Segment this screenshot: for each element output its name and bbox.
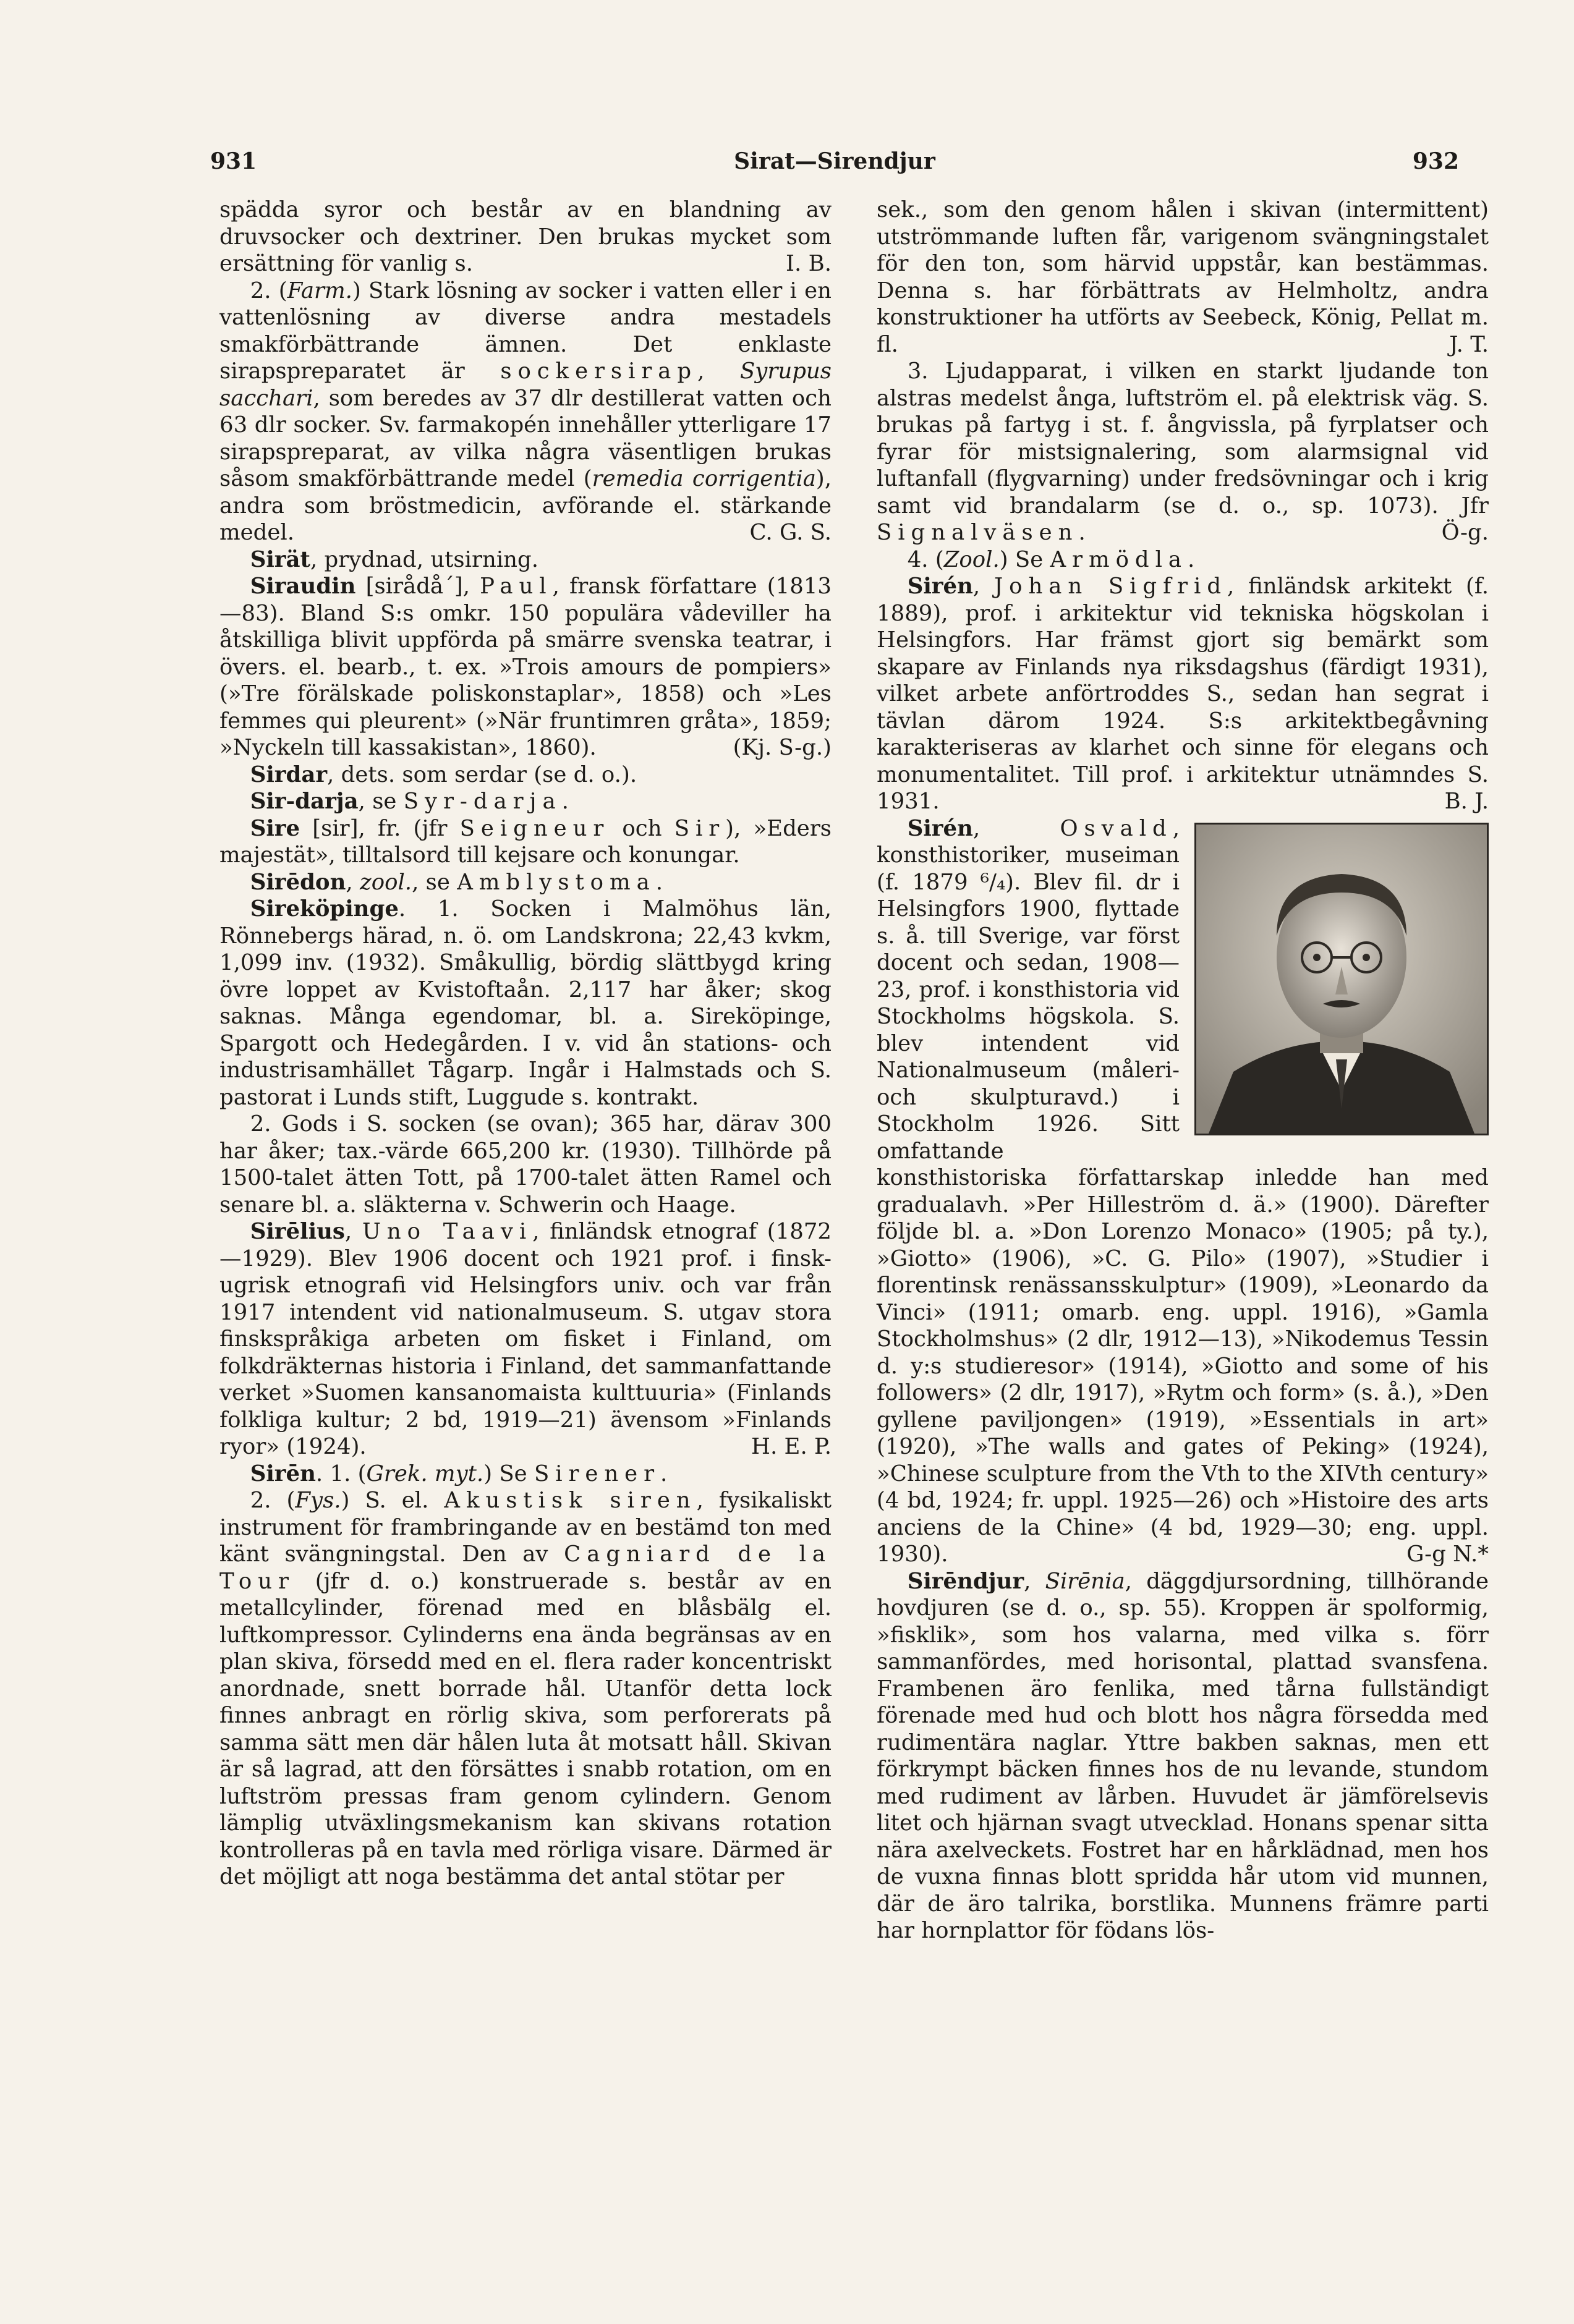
entry-siren-2-cont: sek., som den genom hålen i skivan (intermittent) utströmmande luften får, varigenom svängningstalet för den ton, som härvid uppstår, kan bestämmas. Denna s. har förbättrats av Helmholtz, andra konstruktioner ha utförts av Seebeck, König, Pellat m. fl. J. T. bbox=[877, 197, 1489, 357]
page-number-left: 931 bbox=[210, 148, 257, 174]
entry-sir-darja: Sir-darja, se Syr-darja. bbox=[250, 789, 569, 814]
entry-siren-2: 2. (Fys.) S. el. Akustisk siren, fysikaliskt instrument för frambringande av en bestämd ton med känt svängningstal. Den av Cagniard de la Tour (jfr d. o.) konstruerade s. består av en metallcylinder, förenad med en blåsbälg el. luftkompressor. Cylinderns ena ända begränsas av en plan skiva, försedd med en el. flera rader koncentriskt anordnade, snett borrade hål. Utanför detta lock finnes anbragt en rörlig skiva, som perforerats på samma sätt men där hålen luta åt motsatt håll. Skivan är så lagrad, att den försättes i snabb rotation, om en luftström pressas fram genom cylindern. Genom lämplig utväxlingsmekanism kan skivans rotation kontrolleras på en tavla med rörliga visare. Därmed är det möjligt att noga bestämma det antal stötar per bbox=[219, 1488, 832, 1889]
entry-siredon: Sirēdon, zool., se Amblystoma. bbox=[250, 869, 663, 895]
entry-siren-3: 3. Ljudapparat, i vilken en starkt ljudande ton alstras medelst ånga, luftström el. på elektrisk väg. S. brukas på fartyg i st. f. ångvissla, på fyrplatser och fyrar för mistsignalering, som alarmsignal vid luftanfall (flygvarning) under fredsövningar och i krig samt vid brandalarm (se d. o., sp. 1073). Jfr Signalväsen. Ö-g. bbox=[877, 358, 1489, 545]
entry-sirdar: Sirdar, dets. som serdar (se d. o.). bbox=[250, 761, 637, 787]
entry-siren-johan: Sirén, Johan Sigfrid, finländsk arkitekt (f. 1889), prof. i arkitektur vid tekniska högskolan i Helsingfors. Har främst gjort sig bemärkt som skapare av Finlands nya riksdagshus (färdigt 1931), vilket arbete anförtroddes S., sedan han segrat i tävlan därom 1924. S:s arkitektbegåvning karakteriseras av klarhet och sinne för elegans och monumentalitet. Till prof. i arkitektur utnämndes S. 1931. B. J. bbox=[877, 574, 1489, 814]
entry-sirelius: Sirēlius, Uno Taavi, finländsk etnograf (1872—1929). Blev 1906 docent och 1921 prof. i finsk-ugrisk etnografi vid Helsingfors univ. och var från 1917 intendent vid nationalmuseum. S. utgav stora finskspråkiga arbeten om fisket i Finland, om folkdräkternas historia i Finland, det sammanfattande verket »Suomen kansanomaista kulttuuria» (Finlands folkliga kultur; 2 bd, 1919—21) ävensom »Finlands ryor» (1924). H. E. P. bbox=[219, 1219, 832, 1459]
entry-sire: Sire [sir], fr. (jfr Seigneur och Sir), »Eders majestät», tilltalsord till kejsare och konungar. bbox=[219, 815, 832, 868]
portrait-illustration bbox=[1196, 825, 1487, 1134]
portrait-photo bbox=[1194, 823, 1489, 1135]
entry-siren-osvald: Sirén, Osvald, konsthistoriker, museiman (f. 1879 ⁶/₄). Blev fil. dr i Helsingfors 1900, flyttade s. å. till Sverige, var först docent och sedan, 1908—23, prof. i konsthistoria vid Stockholms högskola. S. blev intendent vid Nationalmuseum (måleri- och skulpturavd.) i Stockholm 1926. Sitt omfattande konsthistoriska författarskap inledde han med gradualavh. »Per Hilleström d. ä.» (1900). Därefter följde bl. a. »Don Lorenzo Monaco» (1905; på ty.), »Giotto» (1906), »C. G. Pilo» (1907), »Studier i florentinsk renässansskulptur» (1909), »Leonardo da Vinci» (1911; omarb. eng. uppl. 1916), »Gamla Stockholmshus» (2 dlr, 1912—13), »Nikodemus Tessin d. y:s studieresor» (1914), »Giotto and some of his followers» (2 dlr, 1917), »Rytm och form» (s. å.), »Den gyllene paviljongen» (1919), »Essentials in art» (1920), »The walls and gates of Peking» (1924), »Chinese sculpture from the Vth to the XIVth century» (4 bd, 1924; fr. uppl. 1925—26) och »Histoire des arts anciens de la Chine» (4 bd, 1929—30; eng. uppl. 1930). G-g N.* bbox=[877, 815, 1489, 1567]
entry-sirendjur: Sirēndjur, Sirēnia, däggdjursordning, tillhörande hovdjuren (se d. o., sp. 55). Kroppen är spolformig, »fisklik», som hos valarna, med vilka s. förr sammanfördes, med horisontal, plattad svansfena. Frambenen äro fenlika, med tårna fullständigt förenade med hud och blott hos några försedda med rudimentära naglar. Yttre bakben saknas, men ett förkrympt bäcken finnes hos de nu levande, stundom med rudiment av lårben. Huvudet är jämförelsevis litet och hjärnan svagt utvecklad. Honans spenar sitta nära axelveckets. Fostret har en hårklädnad, men hos de vuxna finnas blott spridda hår utom vid munnen, där de äro talrika, borstlika. Munnens främre parti har hornplattor för födans lös- bbox=[877, 1568, 1489, 1943]
entry-siraudin: Siraudin [sirådå´], Paul, fransk författare (1813—83). Bland S:s omkr. 150 populära vådeviller ha åtskilliga blivit uppförda på smärre svenska teatrar, i övers. el. bearb., t. ex. »Trois amours de pompiers» (»Tre förälskade poliskonstaplar», 1858) och »Les femmes qui pleurent» (»När fruntimren gråta», 1859; »Nyckeln till kassakistan», 1860). (Kj. S-g.) bbox=[219, 574, 832, 760]
entry-sirat: Sirät, prydnad, utsirning. bbox=[250, 546, 539, 572]
left-column bbox=[219, 197, 832, 1891]
entry-sirekopinge-1: Sireköpinge. 1. Socken i Malmöhus län, Rönnebergs härad, n. ö. om Landskrona; 22,43 kvkm, 1,099 inv. (1932). Småkullig, bördig slättbygd kring övre loppet av Kvistoftaån. 2,117 har åker; skog saknas. Många egendomar, bl. a. Sireköpinge, Spargott och Hedegården. I v. vid ån stations- och industrisamhället Tågarp. Ingår i Halmstads och S. pastorat i Lunds stift, Luggude s. kontrakt. bbox=[219, 896, 832, 1110]
entry-siren-1: Sirēn. 1. (Grek. myt.) Se Sirener. bbox=[250, 1461, 668, 1486]
entry-sirap-2: 2. (Farm.) Stark lösning av socker i vatten eller i en vattenlösning av diverse andra mestadels smakförbättrande ämnen. Det enklaste sirapspreparatet är sockersirap, Syrupus sacchari, som beredes av 37 dlr destillerat vatten och 63 dlr socker. Sv. farmakopén innehåller ytterligare 17 sirapspreparat, av vilka några väsentligen brukas såsom smakförbättrande medel (remedia corrigentia), andra som bröstmedicin, avförande el. stärkande medel. C. G. S. bbox=[219, 278, 832, 545]
right-column bbox=[877, 197, 1489, 1944]
entry-siren-4: 4. (Zool.) Se Armödla. bbox=[907, 546, 1195, 572]
entry-sirap-1-end: spädda syror och består av en blandning av druvsocker och dextriner. Den brukas mycket som ersättning för vanlig s. I. B. bbox=[219, 197, 832, 276]
page-number-right: 932 bbox=[1412, 148, 1459, 174]
running-title: Sirat—Sirendjur bbox=[734, 148, 935, 174]
page-header bbox=[210, 148, 1459, 185]
entry-sirekopinge-2: 2. Gods i S. socken (se ovan); 365 har, därav 300 har åker; tax.-värde 665,200 kr. (1930). Tillhörde på 1500-talet ätten Tott, på 1700-talet ätten Ramel och senare bl. a. släkterna v. Schwerin och Haage. bbox=[219, 1111, 832, 1218]
